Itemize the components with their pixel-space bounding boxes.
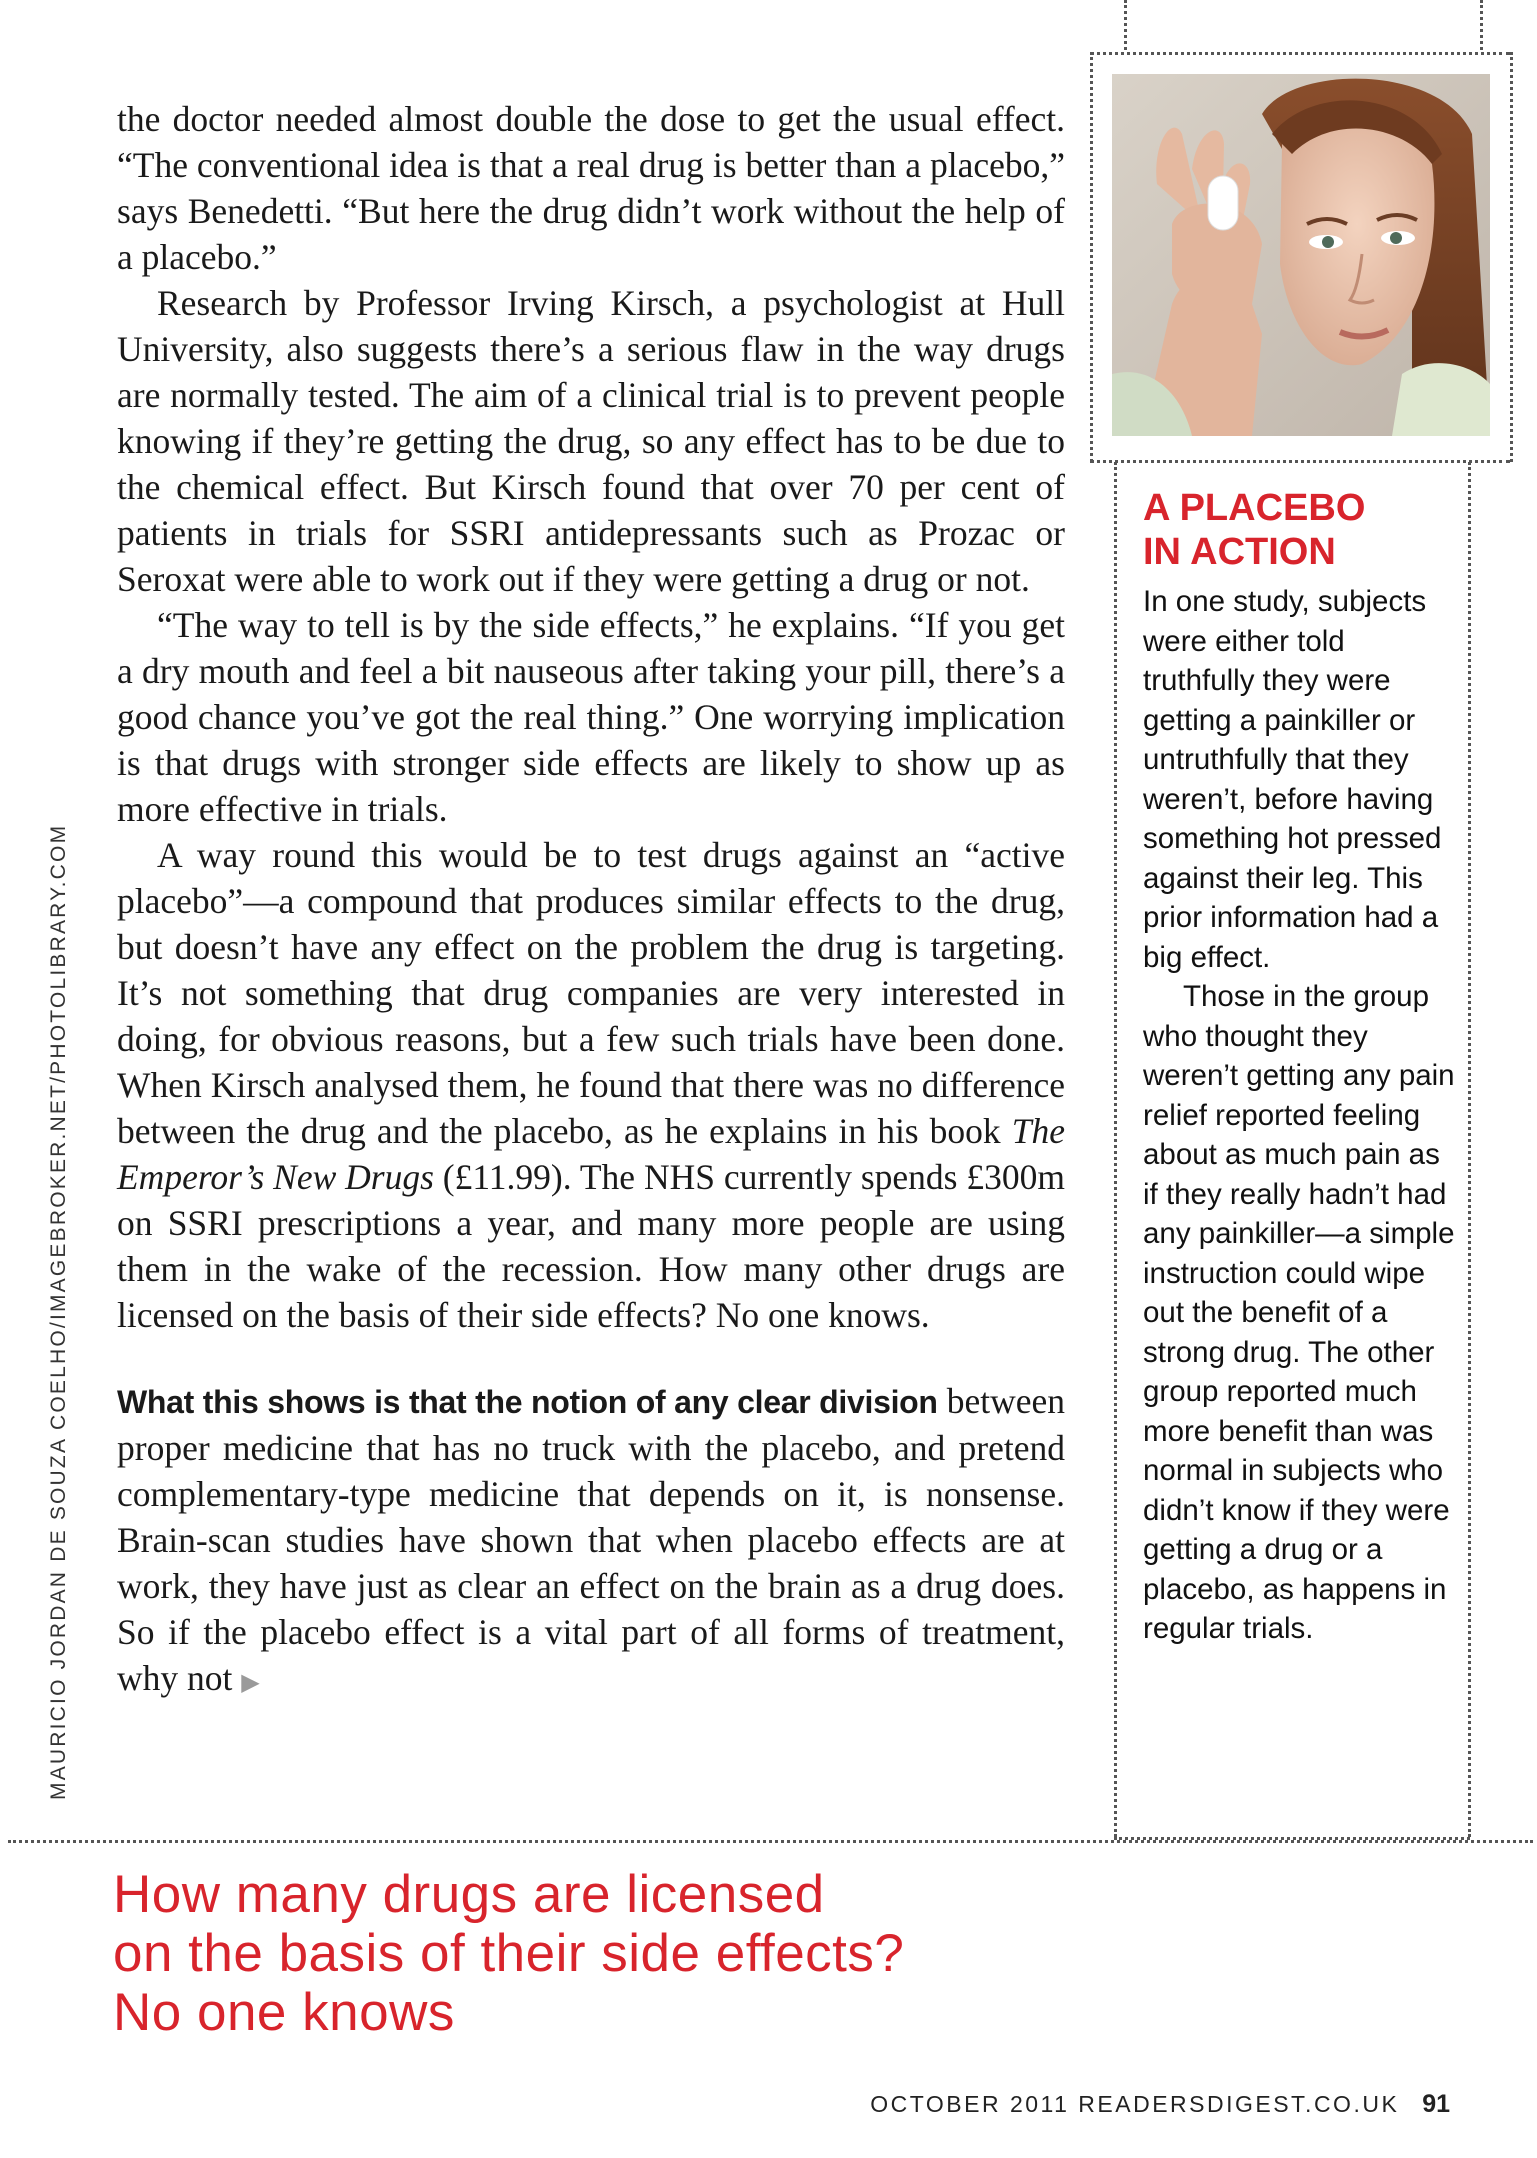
book-title: The Emperor’s New Drugs <box>117 1111 1065 1197</box>
pull-quote-line: How many drugs are licensed <box>113 1865 825 1924</box>
sidebar-right-rule <box>1468 462 1471 1837</box>
footer-issue-date: OCTOBER 2011 <box>870 2091 1070 2117</box>
photo-illustration <box>1112 74 1490 436</box>
page-footer <box>810 2090 1450 2119</box>
sidebar-a-placebo-in-action <box>1143 486 1461 1649</box>
paragraph-text: (£11.99). The NHS currently spends £300m on SSRI prescriptions a year, and many more people are using them in the wake of the recession. How many other drugs are licensed on the basis of their side effects? No one knows. <box>117 1157 1065 1335</box>
page-number: 91 <box>1422 2090 1450 2118</box>
sidebar-left-rule <box>1114 462 1117 1837</box>
sidebar-title <box>1143 486 1461 574</box>
paragraph-text: between proper medicine that has no truck with the placebo, and pretend complementary-type medicine that depends on it, is nonsense. Brain-scan studies have shown that when placebo effects are at work, they have just as clear an effect on the brain as a drug does. So if the placebo effect is a vital part of all forms of treatment, why not <box>117 1381 1065 1698</box>
sidebar-body <box>1143 582 1461 1649</box>
article-section-paragraph <box>117 1378 1065 1706</box>
photo-frame-bottom-rule <box>1090 460 1510 463</box>
photo-frame-top-rule <box>1090 52 1510 55</box>
top-margin-rule-left <box>1124 0 1127 50</box>
pull-quote-line: on the basis of their side effects? <box>113 1924 905 1983</box>
article-paragraph: the doctor needed almost double the dose to get the usual effect. “The conventional idea is that a real drug is better than a placebo,” says Benedetti. “But here the drug didn’t work without the help of a placebo.” <box>117 99 1065 277</box>
article-paragraph: “The way to tell is by the side effects,” he explains. “If you get a dry mouth and feel a bit nauseous after taking your pill, there’s a good chance you’ve got the real thing.” One worrying implication is that drugs with stronger side effects are likely to show up as more effective in trials. <box>117 605 1065 829</box>
pull-quote-line: No one knows <box>113 1983 455 2042</box>
paragraph-text: A way round this would be to test drugs against an “active placebo”—a compound that produces similar effects to the drug, but doesn’t have any effect on the problem the drug is targeting. It’s not something that drug companies are very interested in doing, for obvious reasons, but a few such trials have been done. When Kirsch analysed them, he found that there was no difference between the drug and the placebo, as he explains in his book <box>117 835 1065 1151</box>
article-paragraph: Research by Professor Irving Kirsch, a psychologist at Hull University, also suggests there’s a serious flaw in the way drugs are normally tested. The aim of a clinical trial is to prevent people knowing if they’re getting the drug, so any effect has to be due to the chemical effect. But Kirsch found that over 70 per cent of patients in trials for SSRI antidepressants such as Prozac or Seroxat were able to work out if they were getting a drug or not. <box>117 283 1065 599</box>
sidebar-paragraph: In one study, subjects were either told truthfully they were getting a painkiller or untruthfully that they weren’t, before having something hot pressed against their leg. This prior information had a big effect. <box>1143 585 1442 974</box>
photo-frame-right-rule <box>1510 52 1513 462</box>
article-body <box>117 96 1065 1706</box>
section-divider-rule <box>8 1840 1533 1843</box>
sidebar-paragraph: Those in the group who thought they weren’t getting any pain relief reported feeling about as much pain as if they really hadn’t had any painkiller—a simple instruction could wipe out the benefit of a strong drug. The other group reported much more benefit than was normal in subjects who didn’t know if they were getting a drug or a placebo, as happens in regular trials. <box>1143 980 1455 1645</box>
sidebar-title-line: IN ACTION <box>1143 531 1336 573</box>
sidebar-title-line: A PLACEBO <box>1143 487 1366 529</box>
article-paragraph <box>117 832 1065 1338</box>
top-margin-rule-right <box>1480 0 1483 50</box>
photo-frame-left-rule <box>1090 52 1093 462</box>
pull-quote <box>113 1865 1113 2042</box>
photo-credit: MAURICIO JORDAN DE SOUZA COELHO/IMAGEBROKER.NET/PHOTOLIBRARY.COM <box>47 823 70 1800</box>
section-lead-in: What this shows is that the notion of any clear division <box>117 1384 938 1420</box>
continue-arrow-icon: ▶ <box>241 1670 260 1696</box>
photo-woman-holding-pill <box>1112 74 1490 436</box>
footer-website: READERSDIGEST.CO.UK <box>1078 2091 1400 2117</box>
